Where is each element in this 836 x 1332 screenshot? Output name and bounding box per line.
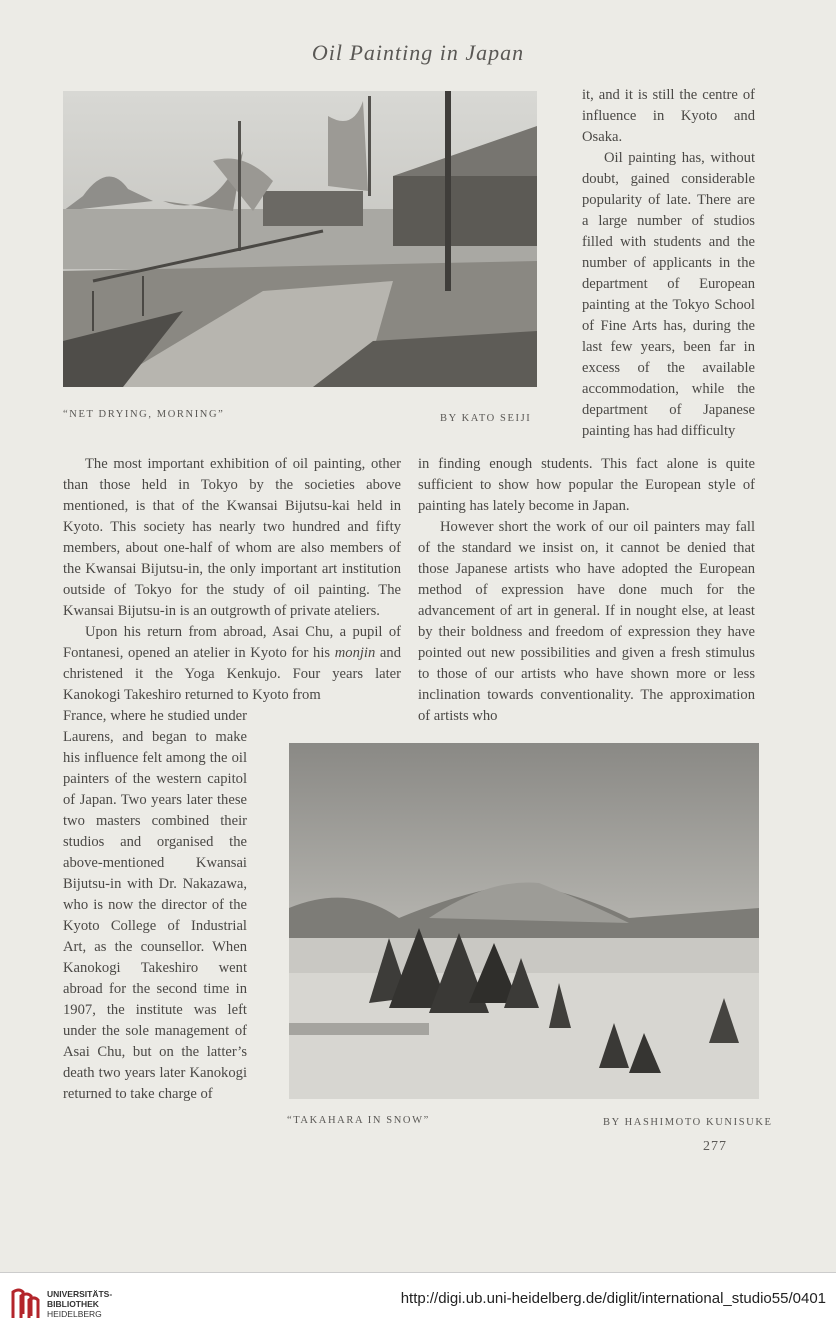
paragraph: France, where he studied under Laurens, and began to make his influence felt among the oil painters of the western capitol of Japan. Two years later these two masters combined their studios and organised the above-mentioned Kwansai Bijutsu-in with Dr. Nakazawa, who is now the director of the Kyoto College of Industrial Art, as the counsellor. When Kanokogi Takeshiro went abroad for the second time in 1907, the institute was left under the sole management of Asai Chu, but on the latter’s death two years later Kanokogi returned to take charge of — [63, 708, 247, 1102]
right-top-column — [582, 85, 755, 442]
right-column — [418, 454, 755, 727]
library-line: HEIDELBERG — [47, 1309, 102, 1319]
library-logo-icon — [9, 1286, 41, 1322]
net-drying-painting — [63, 91, 537, 387]
paragraph-text: Upon his return from abroad, Asai Chu, a pupil of Fontanesi, opened an atelier in Kyoto for his — [63, 624, 401, 661]
paragraph: in finding enough students. This fact alone is quite sufficient to show how popular the European style of painting has lately become in Japan. — [418, 456, 755, 514]
paragraph — [63, 622, 401, 706]
figure-net-drying — [63, 91, 537, 387]
paragraph: Oil painting has, without doubt, gained considerable popularity of late. There are a large number of studios filled with students and the number of applicants in the department of European painting at the Tokyo School of Fine Arts has, during the last few years, been far in excess of the available accommodation, while the department of Japanese painting has had difficulty — [582, 150, 755, 439]
figure1-caption-title: “NET DRYING, MORNING” — [63, 409, 225, 420]
italic-term: monjin — [334, 645, 376, 661]
figure1-caption-artist: BY KATO SEIJI — [440, 413, 532, 424]
paragraph: it, and it is still the centre of influence in Kyoto and Osaka. — [582, 87, 755, 145]
page-number: 277 — [703, 1139, 727, 1154]
source-url-link[interactable]: http://digi.ub.uni-heidelberg.de/diglit/international_studio55/0401 — [400, 1290, 826, 1307]
library-line: BIBLIOTHEK — [47, 1299, 99, 1309]
paragraph-text: and christened it the Yoga Kenkujo. Four years later Kanokogi Takeshiro returned to Kyoto from — [63, 645, 401, 703]
figure2-caption-artist: BY HASHIMOTO KUNISUKE — [603, 1117, 773, 1128]
takahara-snow-painting — [289, 743, 759, 1099]
narrow-column — [63, 706, 247, 1105]
footer-bar — [0, 1272, 836, 1332]
figure-takahara-snow — [289, 743, 759, 1099]
library-line: UNIVERSITÄTS- — [47, 1289, 113, 1299]
paragraph: However short the work of our oil painters may fall of the standard we insist on, it cannot be denied that those Japanese artists who have adopted the European method of expression have done much for the advancement of art in general. If in nought else, at least by their boldness and freedom of expression they have pointed out new possibilities and given a fresh stimulus to those of our artists who have shown more or less inclination towards conventionality. The approximation of artists who — [418, 519, 755, 724]
library-name — [47, 1289, 112, 1319]
running-head: Oil Painting in Japan — [311, 40, 525, 65]
paragraph: The most important exhibition of oil painting, other than those held in Tokyo by the societies above mentioned, is that of the Kwansai Bijutsu-kai held in Kyoto. This society has nearly two hundred and fifty members, about one-half of whom are also members of the Kwansai Bijutsu-in, the only important art institution outside of Tokyo for the study of oil painting. The Kwansai Bijutsu-in is an outgrowth of private ateliers. — [63, 456, 401, 619]
left-column — [63, 454, 401, 706]
figure2-caption-title: “TAKAHARA IN SNOW” — [287, 1115, 430, 1126]
